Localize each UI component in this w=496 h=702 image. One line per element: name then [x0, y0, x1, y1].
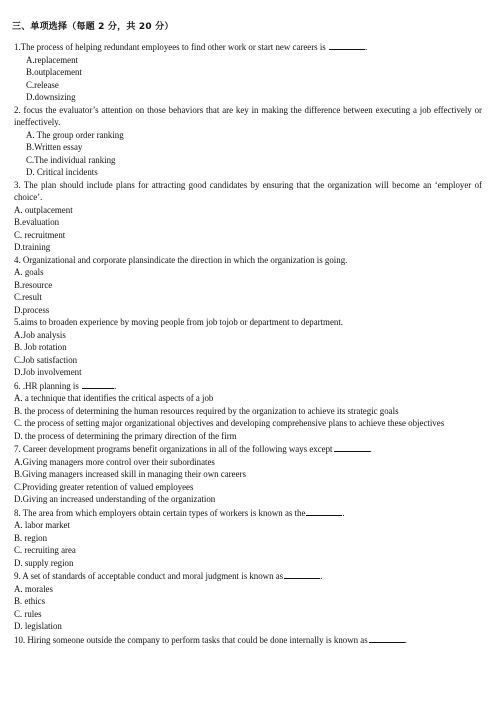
option-c: C. recruiting area — [14, 545, 76, 555]
option-a: A. outplacement — [14, 204, 73, 215]
question-stem: 9. A set of standards of acceptable conduct and moral judgment is known as — [14, 571, 284, 581]
option-c: C. the process of setting major organizational objectives and developing comprehensive plans to achieve these objectives — [14, 418, 445, 428]
option-b: B.Written essay — [26, 142, 83, 152]
option-a: A. goals — [14, 267, 44, 277]
option-a: A. morales — [14, 583, 53, 594]
option-a: A. labor market — [14, 520, 70, 530]
question-8 — [14, 506, 482, 520]
question-stem: 7. Career development programs benefit organizations in all of the following ways except — [14, 444, 333, 454]
option-a: A. The group order ranking — [26, 129, 124, 140]
option-b: B. region — [14, 532, 48, 543]
answer-blank — [369, 633, 405, 643]
question-trail: . — [114, 380, 117, 391]
option-c: C. recruitment — [14, 229, 66, 240]
option-a: A.Giving managers more control over their subordinates — [14, 456, 215, 467]
option-b: B. Job rotation — [14, 342, 67, 352]
option-d: D. legislation — [14, 621, 62, 631]
option-c: C.release — [26, 79, 59, 90]
answer-blank — [284, 569, 323, 581]
question-2: 2. focus the evaluator’s attention on those behaviors that are key in making the difference between executing a job effectively or ineffectively. — [14, 104, 482, 127]
option-a: A. a technique that identifies the critical aspects of a job — [14, 393, 214, 403]
option-c: C.Job satisfaction — [14, 354, 78, 365]
option-d: D. the process of determining the primary direction of the firm — [14, 430, 237, 441]
exam-page — [14, 21, 482, 646]
question-stem: 8. The area from which employers obtain certain types of workers is known as the — [14, 507, 306, 518]
option-b: B.outplacement — [26, 67, 82, 77]
option-d: D. Critical incidents — [26, 167, 98, 177]
answer-blank — [334, 442, 370, 452]
option-b: B. the process of determining the human resources required by the organization to achieve its strategic goals — [14, 405, 399, 416]
option-d: D.training — [14, 242, 51, 252]
answer-blank — [306, 506, 345, 518]
option-d: D.Giving an increased understanding of the organization — [14, 494, 216, 504]
option-a: A.replacement — [26, 54, 78, 65]
answer-blank — [82, 379, 117, 391]
option-c: C.The individual ranking — [26, 154, 116, 165]
option-d: D.Job involvement — [14, 367, 82, 377]
option-c: C. rules — [14, 608, 42, 619]
question-7 — [14, 442, 482, 456]
question-stem: 10. Hiring someone outside the company to perform tasks that could be done internally is known as — [14, 634, 368, 645]
question-trail: . — [369, 444, 372, 454]
option-d: D.downsizing — [26, 92, 76, 102]
option-b: B.evaluation — [14, 217, 60, 227]
answer-blank — [329, 40, 368, 52]
question-5: 5.aims to broaden experience by moving people from job tojob or department to department. — [14, 317, 344, 327]
option-b: B.resource — [14, 279, 53, 290]
option-b: B.Giving managers increased skill in managing their own careers — [14, 469, 246, 479]
question-trail: . — [404, 634, 407, 645]
question-3: 3. The plan should include plans for attracting good candidates by ensuring that the organization will become an ‘employer of choice’. — [14, 179, 482, 202]
question-1 — [14, 40, 482, 54]
option-c: C.Providing greater retention of valued employees — [14, 481, 194, 492]
question-trail: . — [320, 571, 323, 581]
question-trail: . — [364, 42, 368, 52]
question-6 — [14, 379, 482, 393]
question-10 — [14, 633, 482, 647]
option-d: D.process — [14, 304, 50, 315]
option-b: B. ethics — [14, 596, 46, 606]
question-stem: 1.The process of helping redundant employees to find other work or start new careers is — [14, 42, 326, 52]
section-title: 三、单项选择（每题 2 分，共 20 分） — [12, 22, 174, 32]
option-a: A.Job analysis — [14, 329, 66, 340]
option-c: C.result — [14, 292, 42, 302]
option-d: D. supply region — [14, 557, 74, 568]
question-4: 4. Organizational and corporate plansindicate the direction in which the organization is going. — [14, 254, 348, 265]
question-trail: . — [342, 507, 345, 518]
question-stem: 6. .HR planning is — [14, 380, 79, 391]
question-9 — [14, 569, 482, 583]
